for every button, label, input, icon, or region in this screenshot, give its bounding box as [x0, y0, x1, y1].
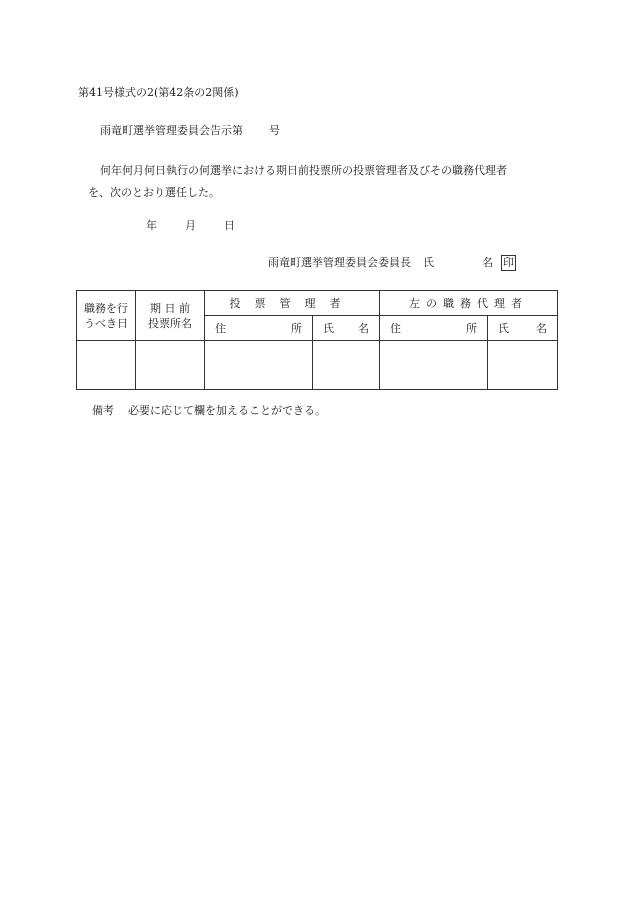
body-line-2: を、次のとおり選任した。 — [88, 186, 220, 199]
manager-header: 投票管理者 — [205, 291, 380, 316]
table-row — [77, 341, 558, 390]
seal-mark: 印 — [503, 256, 514, 269]
duty-date-header — [77, 291, 136, 341]
polling-place-header-line1: 期 日 前 — [150, 301, 190, 315]
body-text — [78, 160, 558, 204]
remark-label: 備考 — [92, 404, 114, 417]
notice-suffix: 号 — [269, 124, 280, 137]
remark-text: 必要に応じて欄を加えることができる。 — [128, 404, 326, 417]
date-month: 月 — [185, 219, 196, 232]
cell-manager-address — [205, 341, 313, 390]
deputy-header: 左の職務代理者 — [380, 291, 558, 316]
remark — [92, 402, 326, 418]
appointment-table — [76, 290, 558, 390]
notice-number — [100, 122, 280, 138]
date-year: 年 — [146, 219, 157, 232]
manager-name-header: 氏 名 — [313, 316, 380, 341]
cell-manager-name — [313, 341, 380, 390]
cell-deputy-name — [488, 341, 558, 390]
body-line-1: 何年何月何日執行の何選挙における期日前投票所の投票管理者及びその職務代理者 — [100, 164, 507, 177]
duty-date-header-line1: 職務を行 — [84, 301, 128, 315]
deputy-address-header: 住 所 — [380, 316, 488, 341]
cell-polling-place — [136, 341, 205, 390]
notice-prefix: 雨竜町選挙管理委員会告示第 — [100, 124, 243, 137]
duty-date-header-line2: うべき日 — [84, 316, 128, 330]
signature-line — [268, 254, 516, 271]
deputy-name-header: 氏 名 — [488, 316, 558, 341]
form-number: 第41号様式の2(第42条の2関係) — [78, 86, 239, 99]
cell-duty-date — [77, 341, 136, 390]
manager-address-header: 住 所 — [205, 316, 313, 341]
polling-place-header-line2: 投票所名 — [148, 316, 192, 330]
name-label-1: 氏 — [423, 256, 434, 269]
table-header-row-1 — [77, 291, 558, 316]
name-label-2: 名 — [482, 256, 493, 269]
date-day: 日 — [224, 219, 235, 232]
cell-deputy-address — [380, 341, 488, 390]
date-line — [146, 217, 235, 233]
polling-place-header — [136, 291, 205, 341]
committee-chair-title: 雨竜町選挙管理委員会委員長 — [268, 256, 411, 269]
